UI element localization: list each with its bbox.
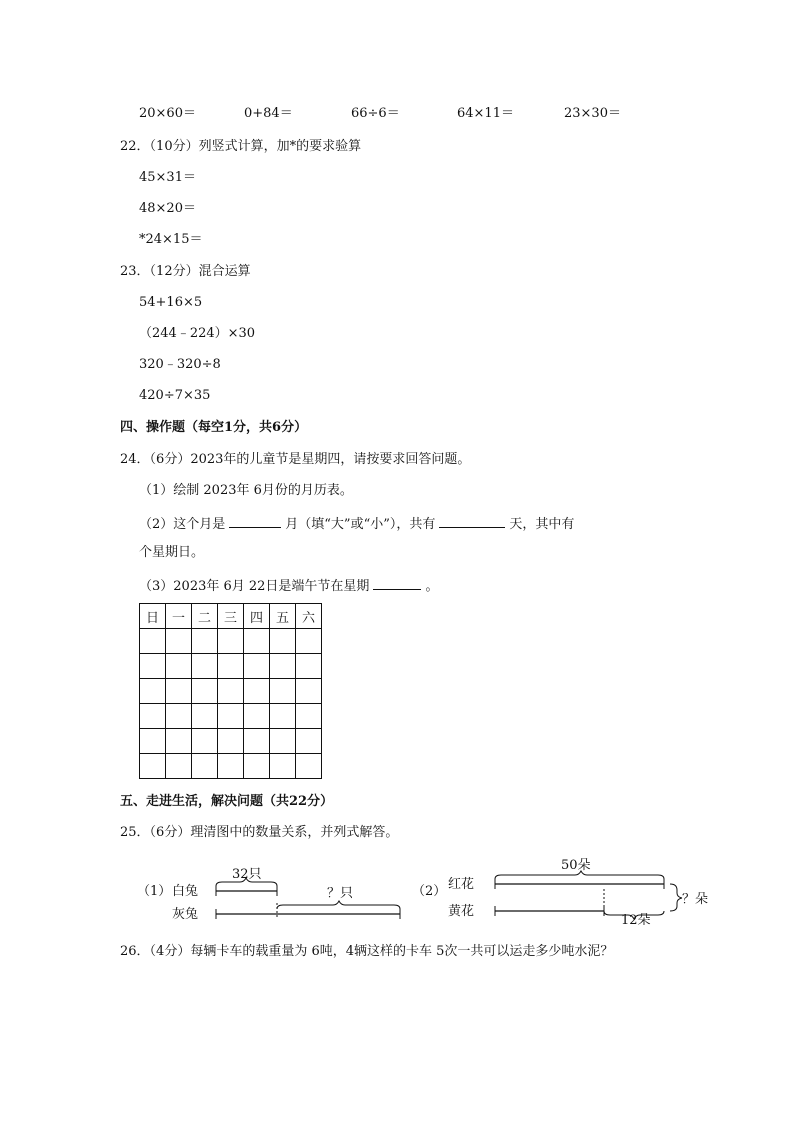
calendar-cell[interactable] <box>192 754 218 779</box>
oral-calc-1: 20×60＝ <box>139 106 196 121</box>
q23-item: （244﹣224）×30 <box>139 326 256 341</box>
calendar-cell[interactable] <box>244 654 270 679</box>
calendar-week-row <box>140 704 322 729</box>
calendar-header-cell: 一 <box>166 604 192 629</box>
calendar-cell[interactable] <box>140 754 166 779</box>
q24-part1: （1）绘制 2023年 6月份的月历表。 <box>139 483 353 498</box>
calendar-cell[interactable] <box>166 754 192 779</box>
calendar-header-cell: 五 <box>270 604 296 629</box>
calendar-cell[interactable] <box>166 729 192 754</box>
calendar-cell[interactable] <box>192 654 218 679</box>
calendar-cell[interactable] <box>192 704 218 729</box>
calendar-week-row <box>140 654 322 679</box>
q23-item: 420÷7×35 <box>139 388 211 403</box>
section-5-heading: 五、走进生活，解决问题（共22分） <box>120 794 334 809</box>
calendar-cell[interactable] <box>270 704 296 729</box>
calendar-cell[interactable] <box>270 729 296 754</box>
calendar-cell[interactable] <box>218 629 244 654</box>
calendar-header-cell: 四 <box>244 604 270 629</box>
q22-item: 45×31＝ <box>139 170 196 185</box>
diagram2-difference: 12朵 <box>621 913 651 925</box>
q24-part2-a: （2）这个月是 <box>139 517 226 532</box>
q22-title: 22．（10分）列竖式计算，加*的要求验算 <box>120 139 362 154</box>
calendar-cell[interactable] <box>270 654 296 679</box>
q24-title: 24．（6分）2023年的儿童节是星期四，请按要求回答问题。 <box>120 452 471 467</box>
calendar-cell[interactable] <box>218 654 244 679</box>
q22-item: 48×20＝ <box>139 201 196 216</box>
diagram1-label-grey-rabbit: 灰兔 <box>172 907 199 922</box>
q26-title: 26．（4分）每辆卡车的载重量为 6吨，4辆这样的卡车 5次一共可以运走多少吨水泥？ <box>120 944 614 959</box>
q23-item: 54+16×5 <box>139 295 203 310</box>
diagram2-question: ？朵 <box>682 892 709 907</box>
oral-calc-2: 0+84＝ <box>244 106 293 121</box>
q24-part2 <box>139 513 574 534</box>
oral-calc-4: 64×11＝ <box>457 106 514 121</box>
q22-item: *24×15＝ <box>139 232 203 247</box>
calendar-cell[interactable] <box>166 704 192 729</box>
calendar-cell[interactable] <box>296 754 322 779</box>
calendar-cell[interactable] <box>192 679 218 704</box>
calendar-cell[interactable] <box>244 704 270 729</box>
q24-part3-text: （3）2023年 6月 22日是端午节在星期 <box>139 579 370 594</box>
calendar-header-cell: 三 <box>218 604 244 629</box>
q24-part3 <box>139 575 438 596</box>
calendar-cell[interactable] <box>296 729 322 754</box>
q23-title: 23．（12分）混合运算 <box>120 264 251 279</box>
answer-blank-days[interactable] <box>439 513 505 528</box>
calendar-cell[interactable] <box>270 679 296 704</box>
calendar-header-cell: 二 <box>192 604 218 629</box>
calendar-header-cell: 六 <box>296 604 322 629</box>
calendar-cell[interactable] <box>218 679 244 704</box>
calendar-cell[interactable] <box>218 729 244 754</box>
diagram2-label-yellow-flowers: 黄花 <box>448 904 475 919</box>
calendar-cell[interactable] <box>140 629 166 654</box>
calendar-cell[interactable] <box>140 654 166 679</box>
q24-part2-tail: 个星期日。 <box>139 545 205 560</box>
calendar-header-row <box>140 604 322 629</box>
calendar-cell[interactable] <box>140 704 166 729</box>
calendar-table <box>139 603 322 779</box>
calendar-cell[interactable] <box>218 754 244 779</box>
calendar-cell[interactable] <box>140 729 166 754</box>
calendar-cell[interactable] <box>270 754 296 779</box>
q24-part2-b: 月（填“大”或“小”），共有 <box>285 517 436 532</box>
answer-blank-month-size[interactable] <box>229 513 281 528</box>
calendar-week-row <box>140 629 322 654</box>
calendar-week-row <box>140 754 322 779</box>
diagram2-top-amount: 50朵 <box>561 858 591 873</box>
calendar-week-row <box>140 679 322 704</box>
diagram2-label-red-flowers: 红花 <box>448 877 475 892</box>
calendar-cell[interactable] <box>192 629 218 654</box>
oral-calc-3: 66÷6＝ <box>351 106 400 121</box>
diagram1-question-brace <box>277 901 400 909</box>
q24-part2-c: 天，其中有 <box>509 517 575 532</box>
calendar-cell[interactable] <box>244 729 270 754</box>
calendar-cell[interactable] <box>244 754 270 779</box>
diagram1-top-brace <box>216 878 277 886</box>
diagram1-number: （1） <box>137 884 172 899</box>
diagram2-number: （2） <box>412 884 447 899</box>
diagram1-label-white-rabbit: 白兔 <box>172 884 199 899</box>
section-4-heading: 四、操作题（每空1分，共6分） <box>120 420 308 435</box>
diagram2-total-brace <box>670 884 682 911</box>
calendar-cell[interactable] <box>296 654 322 679</box>
answer-blank-weekday[interactable] <box>373 575 421 590</box>
calendar-cell[interactable] <box>166 679 192 704</box>
q25-title: 25．（6分）理清图中的数量关系，并列式解答。 <box>120 825 399 840</box>
calendar-cell[interactable] <box>244 679 270 704</box>
q24-part3-end: 。 <box>425 579 439 594</box>
calendar-cell[interactable] <box>296 629 322 654</box>
line-segment-diagrams <box>137 853 709 925</box>
calendar-cell[interactable] <box>166 654 192 679</box>
calendar-cell[interactable] <box>296 679 322 704</box>
calendar-cell[interactable] <box>218 704 244 729</box>
calendar-cell[interactable] <box>296 704 322 729</box>
calendar-week-row <box>140 729 322 754</box>
calendar-cell[interactable] <box>270 629 296 654</box>
calendar-cell[interactable] <box>140 679 166 704</box>
calendar-cell[interactable] <box>192 729 218 754</box>
calendar-header-cell: 日 <box>140 604 166 629</box>
calendar-cell[interactable] <box>166 629 192 654</box>
oral-calc-5: 23×30＝ <box>564 106 621 121</box>
diagram1-question: ？只 <box>327 886 354 901</box>
q23-item: 320﹣320÷8 <box>139 357 221 372</box>
calendar-cell[interactable] <box>244 629 270 654</box>
diagram1-top-amount: 32只 <box>232 867 262 882</box>
